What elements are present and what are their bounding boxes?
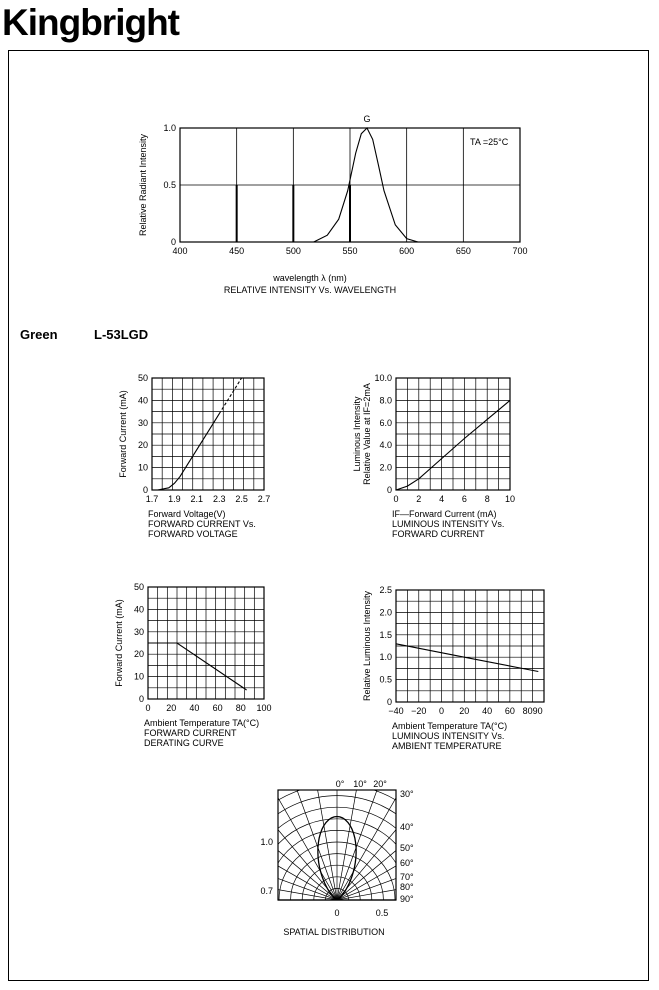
y-tick-label: 0: [138, 694, 144, 704]
x-tick-label: 450: [229, 246, 245, 256]
y-tick-label: 20: [133, 649, 144, 660]
y-tick-label: 0: [142, 485, 148, 495]
y-tick-label: 0.5: [163, 180, 176, 190]
x-tick-label: 80: [235, 703, 246, 713]
y-tick-label: 10: [133, 671, 144, 682]
x-axis-label: Ambient Temperature TA(°C): [144, 718, 260, 728]
bottom-label: 0: [334, 908, 340, 918]
y-tick-label: 40: [137, 395, 148, 406]
x-tick-label: −20: [411, 706, 427, 716]
x-tick-label: 20: [166, 703, 177, 713]
x-axis-label: IF—Forward Current (mA): [392, 509, 497, 519]
angle-label: 30°: [400, 789, 414, 799]
y-axis-label: Forward Current (mA): [114, 599, 124, 687]
x-tick-label: 550: [342, 246, 358, 256]
chart-title-2: AMBIENT TEMPERATURE: [392, 741, 502, 751]
y-tick-label: 50: [137, 373, 148, 383]
annotation: TA =25°C: [470, 137, 509, 147]
x-tick-label: 0: [393, 494, 399, 504]
y-tick-label: 30: [133, 626, 144, 637]
angle-label: 80°: [400, 882, 414, 892]
x-tick-label: 650: [455, 246, 471, 256]
chart-title: FORWARD CURRENT Vs.: [148, 519, 256, 529]
y-tick-label: 2.0: [379, 462, 392, 473]
x-tick-label: 2.5: [235, 494, 248, 504]
x-axis-label: wavelength λ (nm): [273, 273, 347, 283]
y-axis-label-2: Relative Value at IF=2mA: [362, 383, 372, 485]
y-tick-label: 2.5: [379, 585, 392, 595]
bottom-label: 0.5: [375, 908, 389, 918]
x-tick-label: 1.9: [168, 494, 181, 504]
angle-label: 90°: [400, 894, 414, 904]
y-tick-label: 40: [133, 604, 144, 615]
x-tick-label: 100: [256, 703, 272, 713]
angle-label: 40°: [400, 822, 414, 832]
kingbright-logo: Kingbright: [2, 2, 180, 43]
series-label: G: [363, 114, 371, 124]
polar-grid: [198, 761, 476, 990]
color-name: Green: [20, 327, 58, 342]
x-tick-label: 8090: [522, 706, 543, 716]
chart-title: LUMINOUS INTENSITY Vs.: [392, 519, 505, 529]
x-tick-label: 20: [459, 706, 470, 716]
part-number: L-53LGD: [94, 327, 149, 342]
chart-title: LUMINOUS INTENSITY Vs.: [392, 731, 505, 741]
x-axis-label: Forward Voltage(V): [148, 509, 226, 519]
y-axis-label: Relative Luminous Intensity: [362, 590, 372, 702]
x-tick-label: 60: [504, 706, 515, 716]
left-label: 0.7: [260, 886, 273, 896]
y-tick-label: 6.0: [379, 417, 392, 428]
y-tick-label: 2.0: [379, 607, 392, 618]
angle-label: 50°: [400, 843, 414, 853]
y-tick-label: 30: [137, 417, 148, 428]
x-tick-label: 1.7: [145, 494, 159, 504]
y-axis-label: Forward Current (mA): [118, 390, 128, 478]
x-tick-label: 400: [172, 246, 188, 256]
y-tick-label: 0.5: [379, 674, 392, 685]
chart-title-2: DERATING CURVE: [144, 738, 224, 748]
x-tick-label: 60: [212, 703, 223, 713]
y-tick-label: 4.0: [379, 440, 392, 451]
x-tick-label: 4: [439, 494, 445, 504]
y-tick-label: 1.0: [163, 123, 176, 133]
y-axis-label: Luminous Intensity: [352, 396, 362, 472]
x-tick-label: 6: [461, 494, 467, 504]
chart-title: RELATIVE INTENSITY Vs. WAVELENGTH: [223, 285, 397, 295]
angle-label: 0°: [335, 779, 345, 789]
x-tick-label: 2.3: [212, 494, 226, 504]
x-tick-label: 40: [482, 706, 493, 716]
x-tick-label: 0: [145, 703, 151, 713]
x-tick-label: 40: [189, 703, 200, 713]
x-tick-label: 2.7: [257, 494, 271, 504]
chart-title: FORWARD CURRENT: [144, 728, 237, 738]
x-tick-label: 2: [416, 494, 422, 504]
x-tick-label: 10: [504, 494, 516, 504]
x-tick-label: 600: [399, 246, 415, 256]
x-tick-label: 500: [285, 246, 301, 256]
angle-label: 60°: [400, 858, 414, 868]
y-tick-label: 8.0: [379, 395, 392, 406]
y-tick-label: 0: [170, 237, 176, 247]
y-tick-label: 1.0: [379, 652, 392, 663]
x-tick-label: 8: [484, 494, 490, 504]
angle-label: 20°: [373, 779, 387, 789]
x-tick-label: 700: [512, 246, 528, 256]
x-tick-label: −40: [388, 706, 404, 716]
y-tick-label: 0: [386, 697, 392, 707]
chart-title-2: FORWARD CURRENT: [392, 529, 485, 539]
chart-title-2: FORWARD VOLTAGE: [148, 529, 238, 539]
angle-label: 70°: [400, 872, 414, 882]
y-tick-label: 10.0: [374, 373, 392, 383]
y-axis-label: Relative Radiant Intensity: [138, 133, 148, 237]
x-tick-label: 0: [439, 706, 445, 716]
y-tick-label: 0: [386, 485, 392, 495]
angle-label: 10°: [353, 779, 367, 789]
y-tick-label: 20: [137, 440, 148, 451]
left-label: 1.0: [260, 837, 273, 847]
y-tick-label: 10: [137, 462, 148, 473]
x-tick-label: 2.1: [190, 494, 204, 504]
y-tick-label: 1.5: [379, 629, 392, 640]
x-axis-label: Ambient Temperature TA(°C): [392, 721, 508, 731]
y-tick-label: 50: [133, 582, 144, 592]
chart-title: SPATIAL DISTRIBUTION: [283, 927, 385, 937]
